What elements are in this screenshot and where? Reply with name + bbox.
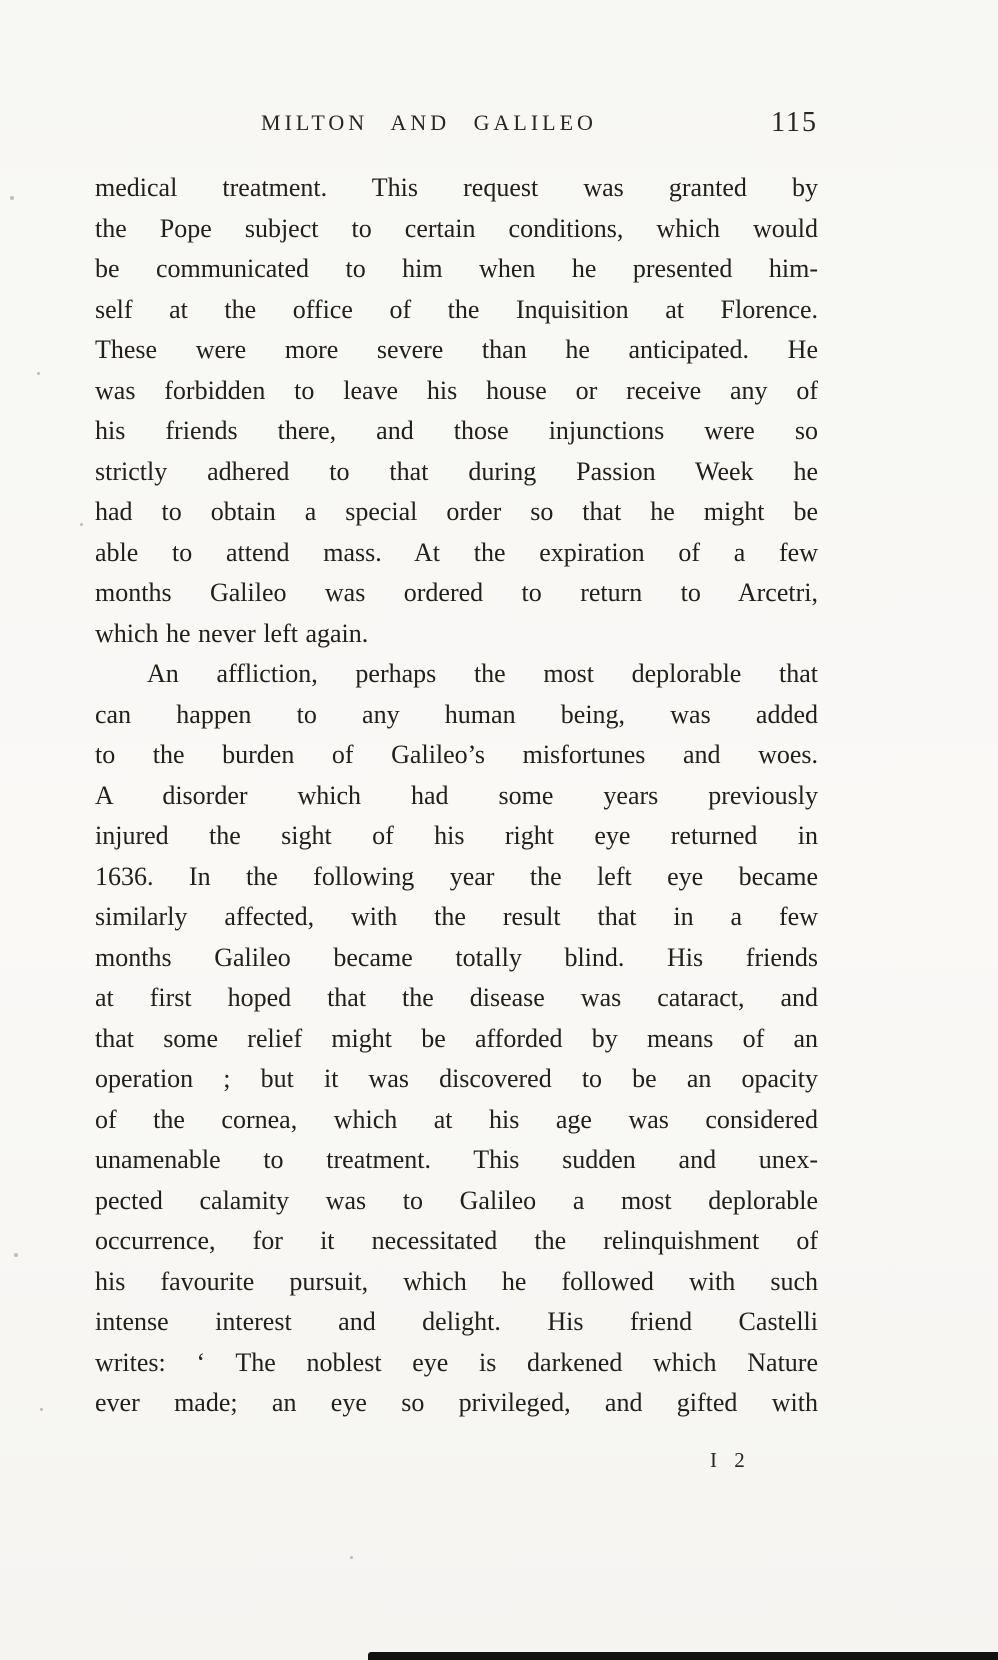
scan-speck (80, 523, 83, 526)
scan-speck (350, 1556, 353, 1559)
page-number: 115 (771, 107, 818, 138)
text-line: injured the sight of his right eye returned in (95, 821, 818, 850)
text-line: months Galileo was ordered to return to Arcetri, (95, 578, 818, 607)
text-line: his favourite pursuit, which he followed with such (95, 1266, 818, 1296)
text-line: 1636. In the following year the left eye became (95, 861, 818, 891)
text-line: his friends there, and those injunctions were so (95, 416, 818, 445)
text-line: strictly adhered to that during Passion Week he (95, 456, 818, 486)
text-line: An affliction, perhaps the most deplorable that (147, 659, 818, 688)
text-line: which he never left again. (95, 618, 369, 648)
text-line: intense interest and delight. His friend Castelli (95, 1307, 818, 1336)
text-line: ever made; an eye so privileged, and gifted with (95, 1388, 818, 1417)
signature-mark: I 2 (710, 1448, 751, 1472)
running-head (95, 107, 818, 144)
text-line: the Pope subject to certain conditions, which would (95, 213, 818, 243)
text-line: that some relief might be afforded by means of an (95, 1023, 818, 1053)
text-line: months Galileo became totally blind. His friends (95, 942, 818, 972)
scan-edge-artifact (368, 1652, 998, 1660)
text-block (95, 168, 818, 1424)
text-line: at first hoped that the disease was cataract, and (95, 983, 818, 1012)
text-line: These were more severe than he anticipated. He (95, 335, 818, 364)
text-line: had to obtain a special order so that he might be (95, 497, 818, 526)
text-line: occurrence, for it necessitated the relinquishment of (95, 1226, 818, 1255)
text-line: A disorder which had some years previously (95, 780, 818, 810)
text-line: of the cornea, which at his age was considered (95, 1104, 818, 1134)
text-line: writes: ‘ The noblest eye is darkened which Nature (95, 1347, 818, 1377)
text-line: be communicated to him when he presented him- (95, 254, 818, 283)
text-line: was forbidden to leave his house or receive any of (95, 375, 818, 405)
text-line: self at the office of the Inquisition at Florence. (95, 294, 818, 324)
scan-speck (14, 1253, 18, 1257)
text-line: able to attend mass. At the expiration of a few (95, 537, 818, 567)
running-title: MILTON AND GALILEO (261, 110, 597, 135)
text-line: medical treatment. This request was granted by (95, 173, 818, 202)
scan-speck (40, 1408, 43, 1411)
text-line: similarly affected, with the result that in a few (95, 902, 818, 931)
text-line: pected calamity was to Galileo a most deplorable (95, 1185, 818, 1215)
text-line: to the burden of Galileo’s misfortunes and woes. (95, 740, 818, 769)
paragraph (95, 654, 818, 1424)
scan-speck (37, 372, 40, 375)
text-line: operation ; but it was discovered to be an opacity (95, 1064, 818, 1093)
text-line: can happen to any human being, was added (95, 699, 818, 729)
scan-speck (10, 196, 14, 200)
text-line: unamenable to treatment. This sudden and unex- (95, 1145, 818, 1174)
paragraph (95, 168, 818, 654)
